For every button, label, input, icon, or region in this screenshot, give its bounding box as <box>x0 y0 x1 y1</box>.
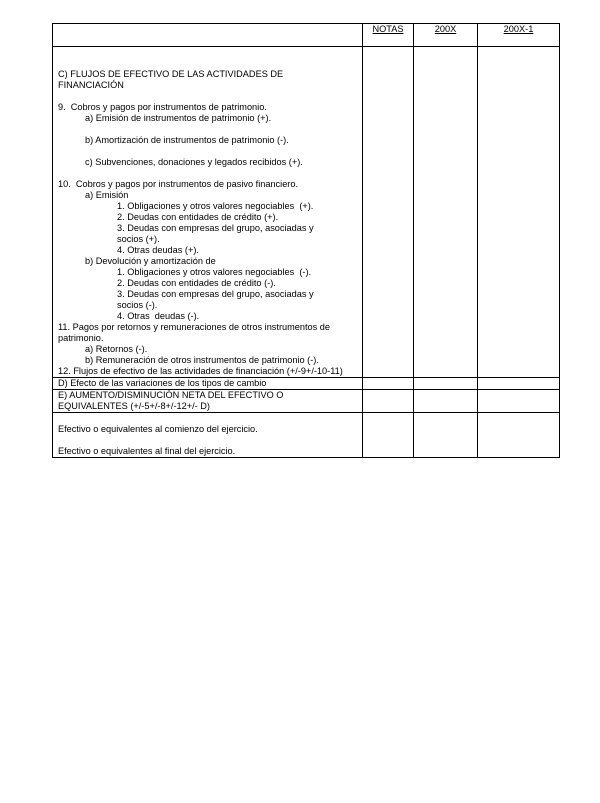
item-10b-label: b) Devolución y amortización de <box>85 256 216 266</box>
header-description-cell <box>53 24 363 47</box>
header-notas-cell <box>363 24 414 47</box>
item-10a1: 1. Obligaciones y otros valores negociables (+). <box>117 201 314 211</box>
item-10b2: 2. Deudas con entidades de crédito (-). <box>117 278 276 288</box>
section-c-description <box>53 47 363 378</box>
item-10b3: 3. Deudas con empresas del grupo, asociadas y socios (-). <box>117 289 314 310</box>
item-10b1: 1. Obligaciones y otros valores negociables (-). <box>117 267 312 277</box>
item-11b: b) Remuneración de otros instrumentos de patrimonio (-). <box>85 355 319 365</box>
section-c-year-current-cell <box>414 47 478 378</box>
row-e <box>53 390 560 413</box>
row-d-description <box>53 378 363 390</box>
item-10b4: 4. Otras deudas (-). <box>117 311 200 321</box>
row-e-year-current-cell <box>414 390 478 413</box>
item-11a: a) Retornos (-). <box>85 344 148 354</box>
item-10a3: 3. Deudas con empresas del grupo, asociadas y socios (+). <box>117 223 314 244</box>
cash-end-label: Efectivo o equivalentes al final del ejercicio. <box>58 446 236 456</box>
row-d-label: D) Efecto de las variaciones de los tipos de cambio <box>58 378 267 388</box>
row-e-notas-cell <box>363 390 414 413</box>
header-year-prior: 200X-1 <box>503 24 534 34</box>
item-10a2: 2. Deudas con entidades de crédito (+). <box>117 212 279 222</box>
cash-flow-statement-table <box>52 23 560 458</box>
item-9b: b) Amortización de instrumentos de patrimonio (-). <box>85 135 289 145</box>
section-c-notas-cell <box>363 47 414 378</box>
row-e-label: E) AUMENTO/DISMINUCIÓN NETA DEL EFECTIVO O EQUIVALENTES (+/-5+/-8+/-12+/- D) <box>58 390 284 411</box>
row-f <box>53 413 560 458</box>
header-year-prior-cell <box>478 24 560 47</box>
row-e-year-prior-cell <box>478 390 560 413</box>
section-c-title: C) FLUJOS DE EFECTIVO DE LAS ACTIVIDADES DE FINANCIACIÓN <box>58 69 284 90</box>
row-f-description <box>53 413 363 458</box>
row-d-year-current-cell <box>414 378 478 390</box>
row-e-description <box>53 390 363 413</box>
section-c-year-prior-cell <box>478 47 560 378</box>
header-year-current-cell <box>414 24 478 47</box>
item-12: 12. Flujos de efectivo de las actividades de financiación (+/-9+/-10-11) <box>58 366 343 376</box>
row-f-year-prior-cell <box>478 413 560 458</box>
item-10-label: 10. Cobros y pagos por instrumentos de pasivo financiero. <box>58 179 299 189</box>
header-row <box>53 24 560 47</box>
item-10a-label: a) Emisión <box>85 190 129 200</box>
header-notas: NOTAS <box>372 24 404 34</box>
row-d-notas-cell <box>363 378 414 390</box>
item-9c: c) Subvenciones, donaciones y legados recibidos (+). <box>85 157 303 167</box>
row-f-notas-cell <box>363 413 414 458</box>
item-9-label: 9. Cobros y pagos por instrumentos de patrimonio. <box>58 102 267 112</box>
row-d <box>53 378 560 390</box>
row-d-year-prior-cell <box>478 378 560 390</box>
cash-start-label: Efectivo o equivalentes al comienzo del ejercicio. <box>58 424 258 434</box>
row-f-year-current-cell <box>414 413 478 458</box>
item-11-label: 11. Pagos por retornos y remuneraciones de otros instrumentos de patrimonio. <box>58 322 331 343</box>
item-10a4: 4. Otras deudas (+). <box>117 245 199 255</box>
section-c-row <box>53 47 560 378</box>
header-year-current: 200X <box>434 24 457 34</box>
item-9a: a) Emisión de instrumentos de patrimonio (+). <box>85 113 272 123</box>
